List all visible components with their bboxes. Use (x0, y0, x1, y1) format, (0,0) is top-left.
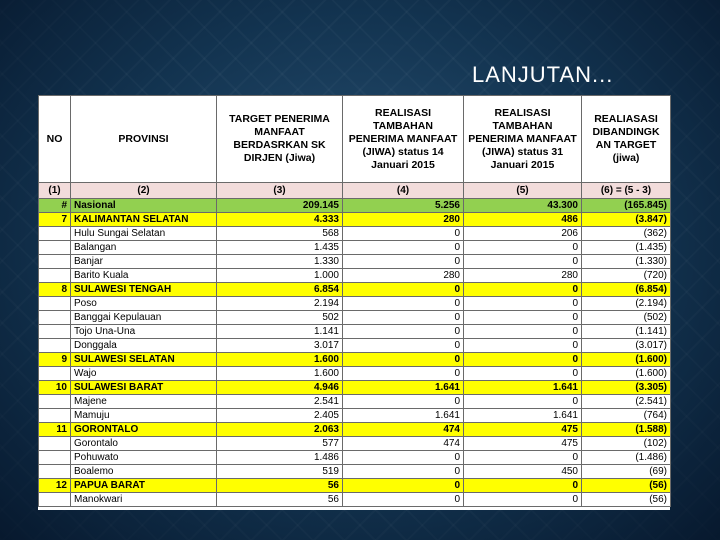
row-realisasi-31-jan: 280 (464, 269, 582, 283)
row-number: 10 (39, 381, 71, 395)
row-selisih: (69) (582, 465, 671, 479)
row-realisasi-14-jan: 0 (343, 493, 464, 507)
row-realisasi-31-jan: 1.641 (464, 381, 582, 395)
row-realisasi-14-jan: 280 (343, 269, 464, 283)
data-table-container (38, 95, 670, 510)
slide-title: LANJUTAN... (472, 62, 614, 87)
table-row-province (39, 213, 671, 227)
row-selisih: (6.854) (582, 283, 671, 297)
table-row (39, 367, 671, 381)
row-realisasi-31-jan: 0 (464, 339, 582, 353)
row-provinsi: Nasional (71, 199, 217, 213)
row-number: 9 (39, 353, 71, 367)
table-row (39, 297, 671, 311)
row-provinsi: SULAWESI TENGAH (71, 283, 217, 297)
table-row-national (39, 199, 671, 213)
row-provinsi: SULAWESI BARAT (71, 381, 217, 395)
col-number-1: (1) (39, 183, 71, 199)
row-realisasi-31-jan: 0 (464, 255, 582, 269)
row-realisasi-14-jan: 280 (343, 213, 464, 227)
row-realisasi-14-jan: 0 (343, 227, 464, 241)
row-realisasi-31-jan: 0 (464, 451, 582, 465)
row-target: 502 (217, 311, 343, 325)
realisasi-table (38, 95, 671, 507)
row-provinsi: Hulu Sungai Selatan (71, 227, 217, 241)
table-row (39, 395, 671, 409)
row-provinsi: Majene (71, 395, 217, 409)
row-realisasi-31-jan: 0 (464, 493, 582, 507)
row-target: 1.600 (217, 353, 343, 367)
col-number-3: (3) (217, 183, 343, 199)
row-target: 4.333 (217, 213, 343, 227)
row-selisih: (1.435) (582, 241, 671, 255)
row-number (39, 269, 71, 283)
row-target: 6.854 (217, 283, 343, 297)
row-selisih: (502) (582, 311, 671, 325)
table-row (39, 437, 671, 451)
row-realisasi-14-jan: 0 (343, 339, 464, 353)
row-realisasi-31-jan: 0 (464, 311, 582, 325)
table-row (39, 465, 671, 479)
row-target: 2.541 (217, 395, 343, 409)
header-target: TARGET PENERIMA MANFAAT BERDASRKAN SK DIRJEN (Jiwa) (217, 96, 343, 183)
row-realisasi-14-jan: 1.641 (343, 409, 464, 423)
row-realisasi-14-jan: 1.641 (343, 381, 464, 395)
row-realisasi-31-jan: 475 (464, 437, 582, 451)
table-row (39, 451, 671, 465)
row-provinsi: Barito Kuala (71, 269, 217, 283)
row-realisasi-31-jan: 0 (464, 367, 582, 381)
row-realisasi-14-jan: 474 (343, 437, 464, 451)
row-provinsi: PAPUA BARAT (71, 479, 217, 493)
row-number (39, 465, 71, 479)
row-target: 209.145 (217, 199, 343, 213)
row-number (39, 227, 71, 241)
header-row (39, 96, 671, 183)
row-realisasi-31-jan: 475 (464, 423, 582, 437)
row-provinsi: Poso (71, 297, 217, 311)
row-provinsi: Gorontalo (71, 437, 217, 451)
table-row (39, 325, 671, 339)
row-realisasi-31-jan: 0 (464, 479, 582, 493)
row-target: 56 (217, 479, 343, 493)
row-target: 1.486 (217, 451, 343, 465)
row-realisasi-14-jan: 0 (343, 465, 464, 479)
row-provinsi: Pohuwato (71, 451, 217, 465)
row-realisasi-31-jan: 0 (464, 297, 582, 311)
row-realisasi-31-jan: 0 (464, 353, 582, 367)
row-provinsi: Wajo (71, 367, 217, 381)
row-realisasi-14-jan: 0 (343, 297, 464, 311)
row-provinsi: Balangan (71, 241, 217, 255)
row-selisih: (56) (582, 479, 671, 493)
row-selisih: (102) (582, 437, 671, 451)
row-target: 1.141 (217, 325, 343, 339)
column-number-row (39, 183, 671, 199)
row-number (39, 493, 71, 507)
header-realisasi-14-jan: REALISASI TAMBAHAN PENERIMA MANFAAT (JIWA) status 14 Januari 2015 (343, 96, 464, 183)
row-realisasi-31-jan: 0 (464, 241, 582, 255)
row-selisih: (3.305) (582, 381, 671, 395)
row-selisih: (362) (582, 227, 671, 241)
row-realisasi-31-jan: 486 (464, 213, 582, 227)
table-row-province (39, 283, 671, 297)
row-realisasi-14-jan: 0 (343, 353, 464, 367)
row-number: 11 (39, 423, 71, 437)
row-realisasi-14-jan: 0 (343, 311, 464, 325)
table-row (39, 269, 671, 283)
row-target: 1.600 (217, 367, 343, 381)
header-realisasi-vs-target: REALIASASI DIBANDINGK AN TARGET (jiwa) (582, 96, 671, 183)
row-provinsi: GORONTALO (71, 423, 217, 437)
row-realisasi-14-jan: 0 (343, 255, 464, 269)
table-row-province (39, 381, 671, 395)
table-row (39, 255, 671, 269)
row-number (39, 339, 71, 353)
row-target: 1.435 (217, 241, 343, 255)
row-realisasi-14-jan: 0 (343, 283, 464, 297)
row-realisasi-31-jan: 0 (464, 325, 582, 339)
row-realisasi-31-jan: 0 (464, 283, 582, 297)
row-number (39, 437, 71, 451)
row-number (39, 241, 71, 255)
row-target: 568 (217, 227, 343, 241)
row-realisasi-14-jan: 0 (343, 451, 464, 465)
row-target: 1.000 (217, 269, 343, 283)
table-row (39, 311, 671, 325)
row-number: 8 (39, 283, 71, 297)
row-selisih: (3.017) (582, 339, 671, 353)
row-target: 519 (217, 465, 343, 479)
row-number (39, 367, 71, 381)
table-body (39, 199, 671, 507)
row-realisasi-14-jan: 0 (343, 395, 464, 409)
row-target: 577 (217, 437, 343, 451)
row-target: 2.063 (217, 423, 343, 437)
row-target: 2.194 (217, 297, 343, 311)
row-provinsi: Donggala (71, 339, 217, 353)
row-realisasi-14-jan: 0 (343, 241, 464, 255)
row-number (39, 297, 71, 311)
col-number-5: (5) (464, 183, 582, 199)
table-row-province (39, 423, 671, 437)
row-selisih: (165.845) (582, 199, 671, 213)
header-no: NO (39, 96, 71, 183)
row-selisih: (1.141) (582, 325, 671, 339)
row-number (39, 311, 71, 325)
row-number (39, 451, 71, 465)
row-number: 7 (39, 213, 71, 227)
row-realisasi-31-jan: 43.300 (464, 199, 582, 213)
header-provinsi: PROVINSI (71, 96, 217, 183)
row-selisih: (1.600) (582, 353, 671, 367)
header-realisasi-31-jan: REALISASI TAMBAHAN PENERIMA MANFAAT (JIWA) status 31 Januari 2015 (464, 96, 582, 183)
table-row-province (39, 479, 671, 493)
table-row (39, 241, 671, 255)
row-realisasi-31-jan: 1.641 (464, 409, 582, 423)
row-number (39, 255, 71, 269)
row-selisih: (1.600) (582, 367, 671, 381)
row-provinsi: Banjar (71, 255, 217, 269)
row-realisasi-31-jan: 206 (464, 227, 582, 241)
row-selisih: (3.847) (582, 213, 671, 227)
row-selisih: (764) (582, 409, 671, 423)
row-number: 12 (39, 479, 71, 493)
row-realisasi-14-jan: 0 (343, 325, 464, 339)
row-number: # (39, 199, 71, 213)
row-provinsi: SULAWESI SELATAN (71, 353, 217, 367)
row-number (39, 409, 71, 423)
row-number (39, 395, 71, 409)
table-row (39, 493, 671, 507)
row-selisih: (1.588) (582, 423, 671, 437)
row-realisasi-31-jan: 0 (464, 395, 582, 409)
row-target: 56 (217, 493, 343, 507)
row-selisih: (1.486) (582, 451, 671, 465)
row-provinsi: Tojo Una-Una (71, 325, 217, 339)
table-row (39, 409, 671, 423)
row-provinsi: Banggai Kepulauan (71, 311, 217, 325)
row-realisasi-31-jan: 450 (464, 465, 582, 479)
table-row-province (39, 353, 671, 367)
row-selisih: (1.330) (582, 255, 671, 269)
col-number-2: (2) (71, 183, 217, 199)
col-number-4: (4) (343, 183, 464, 199)
row-selisih: (56) (582, 493, 671, 507)
row-provinsi: Boalemo (71, 465, 217, 479)
row-provinsi: KALIMANTAN SELATAN (71, 213, 217, 227)
row-provinsi: Mamuju (71, 409, 217, 423)
row-realisasi-14-jan: 5.256 (343, 199, 464, 213)
row-realisasi-14-jan: 474 (343, 423, 464, 437)
row-target: 4.946 (217, 381, 343, 395)
row-target: 2.405 (217, 409, 343, 423)
row-realisasi-14-jan: 0 (343, 367, 464, 381)
row-provinsi: Manokwari (71, 493, 217, 507)
row-realisasi-14-jan: 0 (343, 479, 464, 493)
table-row (39, 227, 671, 241)
row-target: 3.017 (217, 339, 343, 353)
table-row (39, 339, 671, 353)
row-selisih: (2.541) (582, 395, 671, 409)
row-number (39, 325, 71, 339)
row-selisih: (2.194) (582, 297, 671, 311)
col-number-6: (6) = (5 - 3) (582, 183, 671, 199)
row-target: 1.330 (217, 255, 343, 269)
row-selisih: (720) (582, 269, 671, 283)
